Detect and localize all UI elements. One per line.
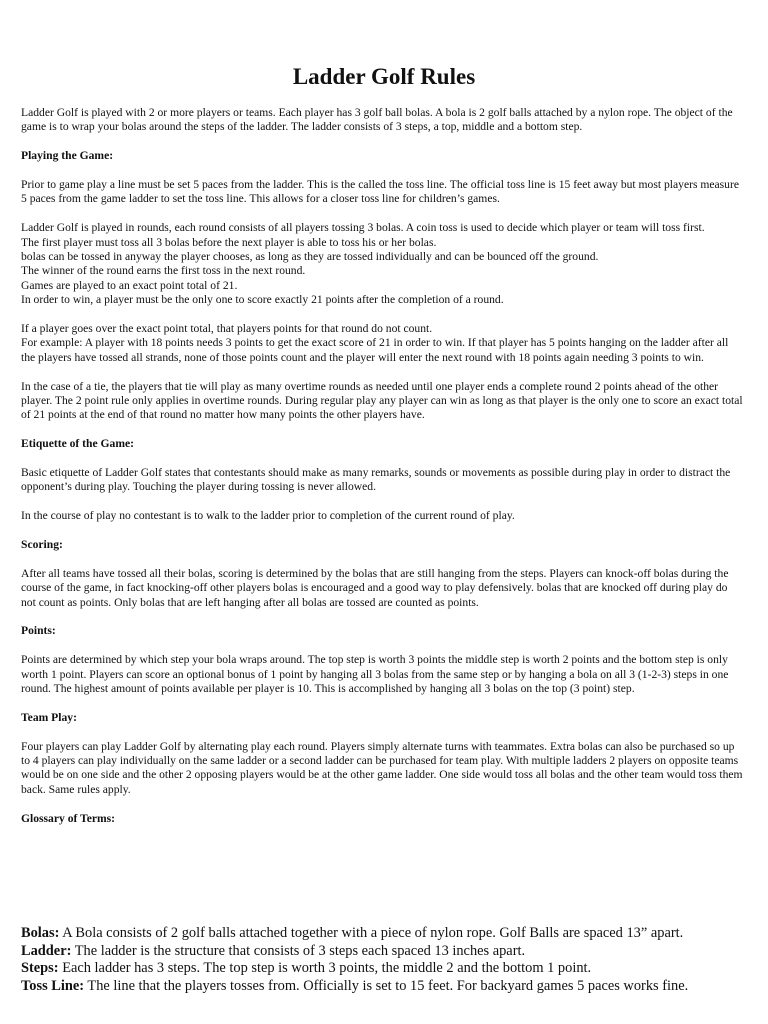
playing-paragraph-2 (21, 221, 745, 307)
section-heading-team-play: Team Play: (21, 710, 77, 724)
glossary-definition: Each ladder has 3 steps. The top step is worth 3 points, the middle 2 and the bottom 1 point. (62, 960, 592, 976)
glossary-term: Bolas: (21, 925, 60, 941)
section-heading-playing: Playing the Game: (21, 149, 114, 163)
playing-paragraph-3 (21, 322, 745, 365)
playing-line: Ladder Golf is played in rounds, each round consists of all players tossing 3 bolas. A coin toss is used to decide which player or team will toss first. (21, 221, 705, 235)
glossary-definition: A Bola consists of 2 golf balls attached together with a piece of nylon rope. Golf Balls are spaced 13” apart. (62, 925, 684, 941)
playing-line: The winner of the round earns the first toss in the next round. (21, 264, 306, 278)
playing-line: bolas can be tossed in anyway the player chooses, as long as they are tossed individually and can be bounced off the ground. (21, 250, 599, 264)
etiquette-paragraph-2: In the course of play no contestant is to walk to the ladder prior to completion of the current round of play. (21, 509, 515, 523)
glossary-definition: The ladder is the structure that consists of 3 steps each spaced 13 inches apart. (74, 942, 526, 959)
glossary-term: Ladder: (21, 942, 72, 959)
team-play-paragraph: Four players can play Ladder Golf by alternating play each round. Players simply alternate turns with teammates. Extra bolas can also be purchased so up to 4 players can play individually on the same ladder or a second ladder can be purchased for team play. With multiple ladders 2 players on opposite teams would be on one side and the other 2 opposing players would be at the other game ladder. One side would toss all bolas and the other team would toss them back. Same rules apply. (21, 739, 743, 796)
playing-line: Games are played to an exact point total of 21. (21, 278, 238, 292)
document-body (21, 106, 745, 840)
glossary-item (21, 943, 751, 961)
playing-line: For example: A player with 18 points needs 3 points to get the exact score of 21 in order to win. If that player has 5 points hanging on the ladder after all the players have tossed all strands, none of those points count and the player will enter the next round with 18 points again needing 3 points to win. (21, 336, 729, 364)
page-title: Ladder Golf Rules (292, 64, 476, 89)
intro-paragraph: Ladder Golf is played with 2 or more players or teams. Each player has 3 golf ball bolas. A bola is 2 golf balls attached by a nylon rope. The object of the game is to wrap your bolas around the steps of the ladder. The ladder consists of 3 steps, a top, middle and a bottom step. (21, 106, 733, 134)
glossary-term: Toss Line: (21, 977, 85, 994)
glossary-definition: The line that the players tosses from. Officially is set to 15 feet. For backyard games 5 paces works fine. (87, 977, 689, 994)
glossary-item (21, 925, 751, 943)
glossary-item (21, 978, 751, 996)
playing-line: The first player must toss all 3 bolas before the next player is able to toss his or her bolas. (21, 235, 437, 249)
section-heading-scoring: Scoring: (21, 538, 63, 552)
glossary-item (21, 960, 751, 978)
points-paragraph: Points are determined by which step your bola wraps around. The top step is worth 3 points the middle step is worth 2 points and the bottom step is only worth 1 point. Players can score an optional bonus of 1 point by hanging all 3 bolas from the same step or by hanging a bola on all 3 (1-2-3) steps in one round. The highest amount of points available per player is 10. This is accomplished by hanging all 3 bolas on the top (3 point) step. (21, 653, 729, 696)
etiquette-paragraph-1: Basic etiquette of Ladder Golf states that contestants should make as many remarks, sounds or movements as possible during play in order to distract the opponent’s during play. Touching the player during tossing is never allowed. (21, 466, 731, 494)
glossary-list (21, 925, 751, 995)
playing-paragraph-1: Prior to game play a line must be set 5 paces from the ladder. This is the called the toss line. The official toss line is 15 feet away but most players measure 5 paces from the game ladder to set the toss line. This allows for a closer toss line for children’s games. (21, 178, 739, 206)
glossary-term: Steps: (21, 960, 59, 976)
scoring-paragraph: After all teams have tossed all their bolas, scoring is determined by the bolas that are still hanging from the steps. Players can knock-off bolas during the course of the game, in fact knocking-off other players bolas is encouraged and a good way to play defensively. bolas that are knocked off during play do not count as points. Only bolas that are left hanging after all bolas are tossed are counted as points. (21, 566, 729, 609)
playing-line: In order to win, a player must be the only one to score exactly 21 points after the completion of a round. (21, 293, 504, 307)
playing-paragraph-4: In the case of a tie, the players that tie will play as many overtime rounds as needed until one player ends a complete round 2 points ahead of the other player. The 2 point rule only applies in overtime rounds. During regular play any player can win as long as that player is the only one to score an exact total of 21 points at the end of that round no matter how many points the other players have. (21, 379, 743, 422)
playing-line: If a player goes over the exact point total, that players points for that round do not count. (21, 322, 433, 336)
section-heading-points: Points: (21, 624, 56, 638)
section-heading-etiquette: Etiquette of the Game: (21, 437, 135, 451)
section-heading-glossary: Glossary of Terms: (21, 811, 116, 825)
